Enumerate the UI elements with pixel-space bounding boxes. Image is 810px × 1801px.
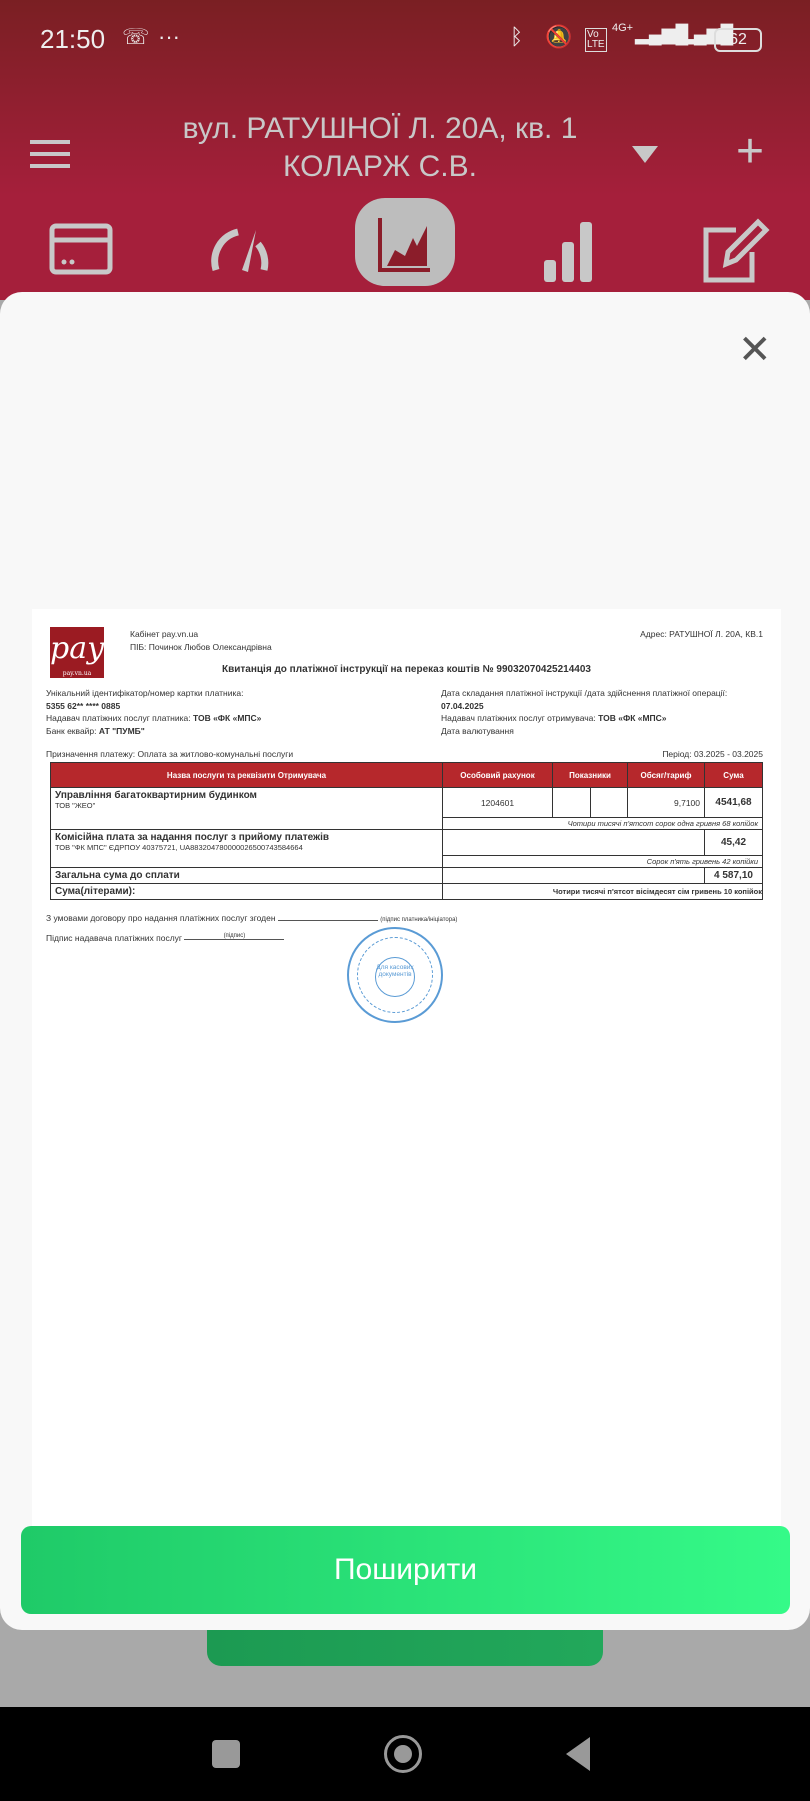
sum-words: Чотири тисячі п'ятсот сорок одна гривня 68 копійок [443,818,763,830]
chart-area-icon [355,198,455,286]
more-icon: ··· [158,24,180,49]
tab-history-active[interactable] [355,198,455,286]
tab-edit[interactable] [686,200,776,290]
navigation-bar [0,1707,810,1801]
signal-icon-2: ▂▄▆█ [680,24,734,44]
sum: 4541,68 [705,788,763,818]
pay-logo: pay pay.vn.ua [50,627,104,678]
words-label: Сума(літерами): [51,884,443,900]
stamp: Для касових документів [347,927,443,1023]
recipient-provider: ТОВ «ФК «МПС» [598,713,667,723]
network-type: 4G+ [612,22,634,34]
tariff: 9,7100 [628,788,705,818]
app-header-background [0,0,810,300]
home-icon[interactable] [384,1735,422,1773]
payer-name: ПІБ: Починок Любов Олександрівна [130,642,272,652]
service-recipient: ТОВ "ФК МПС" ЄДРПОУ 40375721, UA883204780000026500743584664 [55,843,303,852]
table-row [51,788,763,818]
table-row [51,830,763,856]
tab-meters[interactable] [198,200,288,290]
volte-icon: Vo LTE [585,28,607,52]
words-row [51,884,763,900]
address-line: вул. РАТУШНОЇ Л. 20А, кв. 1 [182,112,578,145]
owner-name: КОЛАРЖ С.В. [283,150,477,183]
id-value: 5355 62** **** 0885 [46,701,121,711]
date-label: Дата складання платіжної інструкції /дата здійснення платіжної операції: [441,688,728,698]
address-selector[interactable] [140,110,620,186]
receipt-title: Квитанція до платіжної інструкції на переказ коштів № 99032070425214403 [222,664,591,675]
col-name: Назва послуги та реквізити Отримувача [51,763,443,788]
payer-provider-label: Надавач платіжних послуг платника: [46,713,193,723]
col-readings: Показники [553,763,628,788]
col-account: Особовий рахунок [443,763,553,788]
account: 1204601 [443,788,553,818]
id-label: Унікальний ідентифікатор/номер картки платника: [46,688,244,698]
sign-hint: (підпис) [184,933,284,940]
total-row [51,868,763,884]
add-icon[interactable]: + [736,125,765,178]
share-button[interactable]: Поширити [21,1526,790,1614]
date-value: 07.04.2025 [441,701,484,711]
clock: 21:50 [40,24,106,54]
receipt-address: Адрес: РАТУШНОЇ Л. 20А, КВ.1 [640,629,763,639]
sum-words: Сорок п'ять гривень 42 копійки [443,856,763,868]
signal-icon: ▂▄▆█ [635,24,689,44]
total: 4 587,10 [705,868,763,884]
recipient-provider-label: Надавач платіжних послуг отримувача: [441,713,599,723]
tab-payments[interactable] [36,200,126,290]
battery-icon: 62 [714,28,762,52]
service-name: Комісійна плата за надання послуг з прийому платежів [55,832,330,843]
receipt-document [32,609,781,1526]
missed-call-icon: ☏ [122,24,150,49]
value-date-label: Дата валютування [441,726,514,736]
agreement-text: З умовами договору про надання платіжних послуг згоден [46,913,276,923]
total-words: Чотири тисячі п'ятсот вісімдесят сім гривень 10 копійок [443,884,763,900]
col-sum: Сума [705,763,763,788]
agreement-hint: (підпис платника/ініціатора) [380,917,458,923]
payment-purpose: Призначення платежу: Оплата за житлово-комунальні послуги [46,749,294,759]
cabinet-text: Кабінет pay.vn.ua [130,629,199,639]
bank-label: Банк еквайр: [46,726,99,736]
back-icon[interactable] [566,1737,590,1771]
bank: АТ "ПУМБ" [98,726,145,736]
mute-icon: 🔕 [545,24,573,49]
status-bar [40,22,770,58]
service-recipient: ТОВ "ЖЕО" [55,801,96,810]
total-label: Загальна сума до сплати [51,868,443,884]
close-icon[interactable]: ✕ [738,328,772,372]
tab-statistics[interactable] [522,200,612,290]
services-table [50,762,763,900]
period: Період: 03.2025 - 03.2025 [662,749,763,759]
dropdown-icon[interactable] [632,146,658,163]
table-header [51,763,763,788]
col-tariff: Обсяг/тариф [628,763,705,788]
payer-provider: ТОВ «ФК «МПС» [192,713,262,723]
recents-icon[interactable] [212,1740,240,1768]
bluetooth-icon: ᛒ [510,24,524,49]
provider-sign-text: Підпис надавача платіжних послуг [46,933,183,943]
service-name: Управління багатоквартирним будинком [55,790,257,801]
menu-icon[interactable] [30,140,70,168]
sum: 45,42 [705,830,763,856]
